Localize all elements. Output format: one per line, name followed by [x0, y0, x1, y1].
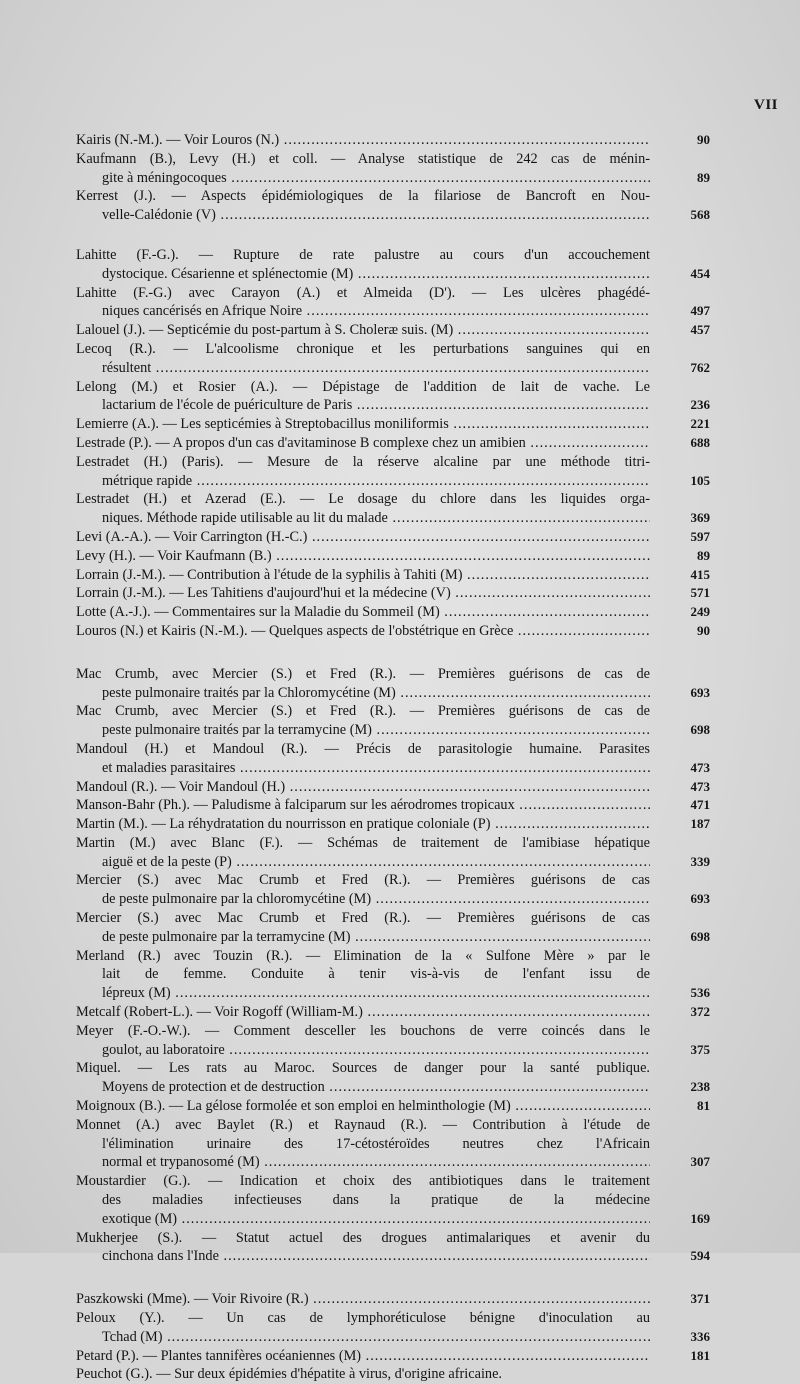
- entry-heading-line: Moustardier (G.). — Indication et choix des antibiotiques dans le traitement: [76, 1173, 650, 1190]
- entry-page-number: 221: [690, 416, 710, 432]
- entry-continuation-line: l'élimination urinaire des 17-cétostéroïdes neutres chez l'Africain: [102, 1135, 650, 1152]
- index-entry: [76, 665, 710, 703]
- entry-heading-line: Martin (M.). — La réhydratation du nourrisson en pratique coloniale (P) .....: [76, 815, 650, 834]
- entry-heading-line: Kaufmann (B.), Levy (H.) et coll. — Analyse statistique de 242 cas de ménin-: [76, 150, 650, 167]
- entry-heading-line: Mac Crumb, avec Mercier (S.) et Fred (R.). — Premières guérisons de cas de: [76, 703, 650, 720]
- index-entry: [76, 1022, 710, 1060]
- index-entry: [76, 1309, 710, 1347]
- entry-heading-line: Peuchot (G.). — Sur deux épidémies d'hépatite à virus, d'origine africaine.: [76, 1366, 502, 1383]
- entry-heading-line: Lorrain (J.-M.). — Les Tahitiens d'aujourd'hui et la médecine (V) .....: [76, 584, 650, 603]
- entry-page-number: 571: [690, 585, 710, 601]
- entry-heading-line: Mandoul (R.). — Voir Mandoul (H.) .....: [76, 778, 650, 797]
- entry-continuation-line: velle-Calédonie (V) .....: [76, 206, 650, 225]
- entry-continuation-line: aiguë et de la peste (P) .....: [76, 853, 650, 872]
- entry-heading-line: Levi (A.-A.). — Voir Carrington (H.-C.) .....: [76, 528, 650, 547]
- index-entry: [76, 150, 710, 188]
- entry-page-number: 375: [690, 1041, 710, 1057]
- index-entry: [76, 1003, 710, 1022]
- author-index: [76, 131, 710, 1384]
- entry-page-number: 693: [690, 891, 710, 907]
- entry-heading-line: Lestrade (P.). — A propos d'un cas d'avitaminose B complexe chez un amibien .....: [76, 434, 650, 453]
- entry-continuation-line: résultent .....: [76, 359, 650, 378]
- entry-heading-line: Lestradet (H.) (Paris). — Mesure de la réserve alcaline par une méthode titri-: [76, 453, 650, 470]
- index-entry: [76, 246, 710, 284]
- entry-continuation-line: lactarium de l'école de puériculture de Paris .....: [76, 396, 650, 415]
- entry-heading-line: Lecoq (R.). — L'alcoolisme chronique et les perturbations sanguines qui en: [76, 340, 650, 357]
- index-entry: [76, 702, 710, 740]
- index-entry: [76, 321, 710, 340]
- entry-continuation-line: normal et trypanosomé (M) .....: [76, 1153, 650, 1172]
- entry-page-number: 693: [690, 684, 710, 700]
- index-entry: [76, 340, 710, 378]
- entry-page-number: 568: [690, 207, 710, 223]
- entry-heading-line: Lalouel (J.). — Septicémie du post-partum à S. Choleræ suis. (M) .....: [76, 321, 650, 340]
- entry-page-number: 169: [690, 1210, 710, 1226]
- section-gap: [76, 641, 710, 665]
- index-entry: [76, 284, 710, 322]
- index-entry: [76, 415, 710, 434]
- entry-page-number: 371: [690, 1291, 710, 1307]
- entry-continuation-line: dystocique. Césarienne et splénectomie (M) .....: [76, 265, 650, 284]
- entry-page-number: 187: [690, 816, 710, 832]
- index-entry: [76, 1347, 710, 1366]
- entry-page-number: 181: [690, 1347, 710, 1363]
- entry-continuation-line: des maladies infectieuses dans la pratique de la médecine: [102, 1192, 650, 1209]
- entry-continuation-line: peste pulmonaire traités par la terramycine (M) .....: [76, 721, 650, 740]
- index-entry: [76, 834, 710, 872]
- entry-continuation-line: lépreux (M) .....: [76, 984, 650, 1003]
- index-entry: [76, 622, 710, 641]
- entry-page-number: 688: [690, 434, 710, 450]
- index-entry: [76, 528, 710, 547]
- entry-heading-line: Mandoul (H.) et Mandoul (R.). — Précis de parasitologie humaine. Parasites: [76, 740, 650, 757]
- entry-heading-line: Lorrain (J.-M.). — Contribution à l'étude de la syphilis à Tahiti (M) .....: [76, 566, 650, 585]
- entry-heading-line: Manson-Bahr (Ph.). — Paludisme à falciparum sur les aérodromes tropicaux .....: [76, 796, 650, 815]
- entry-page-number: 415: [690, 566, 710, 582]
- entry-continuation-line: exotique (M) .....: [76, 1210, 650, 1229]
- entry-page-number: 89: [697, 547, 710, 563]
- page-number: VII: [753, 97, 778, 113]
- entry-page-number: 594: [690, 1248, 710, 1264]
- entry-continuation-line: Moyens de protection et de destruction .....: [76, 1078, 650, 1097]
- index-entry: [76, 547, 710, 566]
- entry-continuation-line: niques cancérisés en Afrique Noire .....: [76, 302, 650, 321]
- entry-page-number: 698: [690, 928, 710, 944]
- entry-heading-line: Monnet (A.) avec Baylet (R.) et Raynaud (R.). — Contribution à l'étude de: [76, 1116, 650, 1133]
- index-entry: [76, 187, 710, 225]
- entry-page-number: 81: [697, 1098, 710, 1114]
- index-entry: [76, 1172, 710, 1228]
- entry-continuation-line: goulot, au laboratoire .....: [76, 1041, 650, 1060]
- section-gap: [76, 225, 710, 246]
- entry-page-number: 236: [690, 397, 710, 413]
- entry-page-number: 238: [690, 1079, 710, 1095]
- index-entry: [76, 947, 710, 1003]
- index-entry: [76, 815, 710, 834]
- index-entry: [76, 131, 710, 150]
- entry-heading-line: Louros (N.) et Kairis (N.-M.). — Quelques aspects de l'obstétrique en Grèce .....: [76, 622, 650, 641]
- entry-continuation-line: Tchad (M) .....: [76, 1328, 650, 1347]
- index-entry: [76, 453, 710, 491]
- entry-heading-line: Lestradet (H.) et Azerad (E.). — Le dosage du chlore dans les liquides orga-: [76, 491, 650, 508]
- index-entry: [76, 434, 710, 453]
- entry-heading-line: Mukherjee (S.). — Statut actuel des drogues antimalariques et avenir du: [76, 1229, 650, 1246]
- index-entry: [76, 490, 710, 528]
- entry-page-number: 454: [690, 265, 710, 281]
- index-entry: [76, 740, 710, 778]
- entry-continuation-line: cinchona dans l'Inde .....: [76, 1247, 650, 1266]
- entry-page-number: 597: [690, 528, 710, 544]
- entry-heading-line: Lelong (M.) et Rosier (A.). — Dépistage de l'addition de lait de vache. Le: [76, 378, 650, 395]
- entry-continuation-line: et maladies parasitaires .....: [76, 759, 650, 778]
- entry-heading-line: Lotte (A.-J.). — Commentaires sur la Maladie du Sommeil (M) .....: [76, 603, 650, 622]
- entry-continuation-line: peste pulmonaire traités par la Chloromycétine (M) .....: [76, 684, 650, 703]
- index-entry: [76, 1365, 710, 1384]
- entry-heading-line: Kairis (N.-M.). — Voir Louros (N.) .....: [76, 131, 650, 150]
- entry-continuation-line: gite à méningocoques .....: [76, 169, 650, 188]
- entry-heading-line: Lahitte (F.-G.). — Rupture de rate palustre au cours d'un accouchement: [76, 246, 650, 263]
- index-entry: [76, 778, 710, 797]
- entry-heading-line: Meyer (F.-O.-W.). — Comment desceller les bouchons de verre coincés dans le: [76, 1022, 650, 1039]
- entry-page-number: 698: [690, 722, 710, 738]
- index-entry: [76, 584, 710, 603]
- entry-heading-line: Kerrest (J.). — Aspects épidémiologiques de la filariose de Bancroft en Nou-: [76, 188, 650, 205]
- index-entry: [76, 566, 710, 585]
- index-entry: [76, 603, 710, 622]
- entry-heading-line: Moignoux (B.). — La gélose formolée et son emploi en helminthologie (M) .....: [76, 1097, 650, 1116]
- entry-heading-line: Mercier (S.) avec Mac Crumb et Fred (R.). — Premières guérisons de cas: [76, 910, 650, 927]
- entry-page-number: 105: [690, 472, 710, 488]
- entry-heading-line: Martin (M.) avec Blanc (F.). — Schémas de traitement de l'amibiase hépatique: [76, 834, 650, 851]
- entry-page-number: 473: [690, 759, 710, 775]
- entry-page-number: 307: [690, 1154, 710, 1170]
- entry-page-number: 89: [697, 169, 710, 185]
- entry-heading-line: Metcalf (Robert-L.). — Voir Rogoff (William-M.) .....: [76, 1003, 650, 1022]
- entry-heading-line: Mac Crumb, avec Mercier (S.) et Fred (R.). — Premières guérisons de cas de: [76, 665, 650, 682]
- entry-heading-line: Levy (H.). — Voir Kaufmann (B.) .....: [76, 547, 650, 566]
- entry-continuation-line: lait de femme. Conduite à tenir vis-à-vis de l'enfant issu de: [102, 966, 650, 983]
- index-entry: [76, 1097, 710, 1116]
- index-entry: [76, 796, 710, 815]
- entry-page-number: 369: [690, 510, 710, 526]
- index-entry: [76, 1290, 710, 1309]
- entry-page-number: 90: [697, 132, 710, 147]
- entry-heading-line: Paszkowski (Mme). — Voir Rivoire (R.) .....: [76, 1290, 650, 1309]
- entry-heading-line: Peloux (Y.). — Un cas de lymphoréticulose bénigne d'inoculation au: [76, 1310, 650, 1327]
- index-entry: [76, 871, 710, 909]
- index-entry: [76, 1116, 710, 1172]
- entry-heading-line: Petard (P.). — Plantes tannifères océaniennes (M) .....: [76, 1347, 650, 1366]
- section-gap: [76, 1266, 710, 1290]
- entry-heading-line: Mercier (S.) avec Mac Crumb et Fred (R.). — Premières guérisons de cas: [76, 872, 650, 889]
- entry-heading-line: Miquel. — Les rats au Maroc. Sources de danger pour la santé publique.: [76, 1060, 650, 1077]
- entry-page-number: 473: [690, 778, 710, 794]
- entry-page-number: 457: [690, 322, 710, 338]
- entry-page-number: 336: [690, 1328, 710, 1344]
- entry-page-number: 90: [697, 622, 710, 638]
- entry-continuation-line: métrique rapide .....: [76, 472, 650, 491]
- entry-page-number: 249: [690, 604, 710, 620]
- entry-page-number: 497: [690, 303, 710, 319]
- index-entry: [76, 378, 710, 416]
- entry-page-number: 762: [690, 359, 710, 375]
- entry-page-number: 372: [690, 1004, 710, 1020]
- index-entry: [76, 1229, 710, 1267]
- entry-heading-line: Lahitte (F.-G.) avec Carayon (A.) et Almeida (D'). — Les ulcères phagédé-: [76, 284, 650, 301]
- entry-continuation-line: niques. Méthode rapide utilisable au lit du malade .....: [76, 509, 650, 528]
- entry-page-number: 536: [690, 985, 710, 1001]
- entry-page-number: 339: [690, 853, 710, 869]
- index-entry: [76, 1059, 710, 1097]
- entry-continuation-line: de peste pulmonaire par la chloromycétine (M) .....: [76, 890, 650, 909]
- entry-page-number: 471: [690, 797, 710, 813]
- entry-continuation-line: de peste pulmonaire par la terramycine (M) .....: [76, 928, 650, 947]
- entry-heading-line: Merland (R.) avec Touzin (R.). — Elimination de la « Sulfone Mère » par le: [76, 947, 650, 964]
- entry-heading-line: Lemierre (A.). — Les septicémies à Streptobacillus moniliformis .....: [76, 415, 650, 434]
- index-entry: [76, 909, 710, 947]
